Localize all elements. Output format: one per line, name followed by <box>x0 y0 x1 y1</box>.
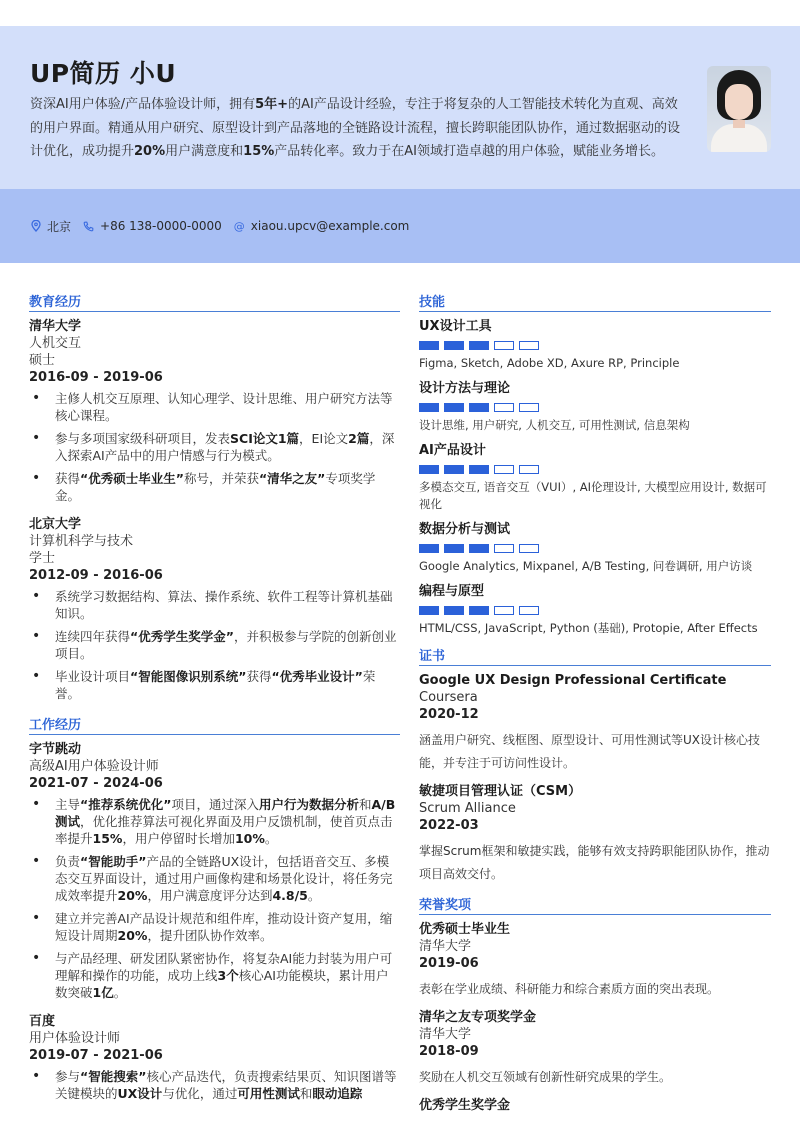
certificates-list <box>419 672 771 886</box>
honor-name: 优秀硕士毕业生 <box>419 922 511 937</box>
certificate-date: 2022-03 <box>419 818 479 833</box>
level-filled-icon <box>419 465 439 474</box>
honor-name: 清华之友专项奖学金 <box>419 1010 537 1025</box>
date-range: 2016-09 - 2019-06 <box>29 370 163 385</box>
avatar <box>707 66 771 152</box>
skill-name: 数据分析与测试 <box>419 522 511 537</box>
text-run: 参与多项国家级科研项目，发表 <box>55 431 231 446</box>
text-run: 。 <box>264 831 278 846</box>
date-range: 2012-09 - 2016-06 <box>29 568 163 583</box>
text-run: 获得 <box>55 471 81 486</box>
skill-keywords: Figma, Sketch, Adobe XD, Axure RP, Principle <box>419 356 680 370</box>
major: 人机交互 <box>29 336 82 351</box>
emphasis-text: UX设计 <box>117 1086 163 1101</box>
bullet-item <box>29 668 400 702</box>
location-pin-icon <box>30 220 41 232</box>
bullet-item <box>29 853 400 904</box>
text-run: 与产品经理、研发团队紧密协作，将复杂AI能力封装为用户可理解和操作的功能，成功上线 <box>55 951 393 983</box>
text-run: 毕业设计项目 <box>55 669 131 684</box>
skill-item <box>419 442 771 513</box>
emphasis-text: 5年+ <box>255 97 289 112</box>
level-filled-icon <box>469 341 489 350</box>
work-entry <box>29 741 400 1001</box>
text-run: 核心产品迭代，负责搜索结果页、知识图谱等关键模块的 <box>55 1069 397 1101</box>
level-empty-icon <box>519 403 539 412</box>
contact-email[interactable]: @ xiaou.upcv@example.com <box>233 219 410 233</box>
emphasis-text: 15% <box>243 144 275 159</box>
level-empty-icon <box>519 341 539 350</box>
text-run: ，EI论文 <box>299 431 349 446</box>
emphasis-text: “智能图像识别系统” <box>130 669 247 684</box>
level-empty-icon <box>494 544 514 553</box>
emphasis-text: 20% <box>134 144 166 159</box>
emphasis-text: 3个 <box>217 968 239 983</box>
honors-list <box>419 921 771 1114</box>
bullet-list <box>29 390 400 504</box>
text-run: 用户满意度和 <box>165 144 244 159</box>
honor-description: 表彰在学业成绩、科研能力和综合素质方面的突出表现。 <box>419 982 720 996</box>
bullet-list <box>29 1068 400 1102</box>
left-column <box>29 291 400 1114</box>
text-run: 系统学习数据结构、算法、操作系统、软件工程等计算机基础知识。 <box>55 589 393 621</box>
text-run: 获得 <box>246 669 272 684</box>
education-list <box>29 318 400 702</box>
emphasis-text: 可用性测试 <box>237 1086 300 1101</box>
level-empty-icon <box>494 341 514 350</box>
contact-bar <box>0 189 800 263</box>
skill-level-meter <box>419 606 771 615</box>
text-run: 项目，通过深入 <box>171 797 259 812</box>
honor-date: 2019-06 <box>419 956 479 971</box>
bullet-list <box>29 588 400 702</box>
certificate-entry <box>419 672 771 775</box>
text-run: 连续四年获得 <box>55 629 131 644</box>
education-entry <box>29 318 400 504</box>
text-run: 专项奖学金。 <box>55 471 376 503</box>
honor-entry <box>419 1097 771 1114</box>
emphasis-text: “智能搜索” <box>80 1069 147 1084</box>
right-column <box>419 291 771 1114</box>
certificate-description: 涵盖用户研究、线框图、原型设计、可用性测试等UX设计核心技能，并专注于可访问性设计。 <box>419 733 761 770</box>
text-run: 。 <box>113 985 127 1000</box>
level-filled-icon <box>444 403 464 412</box>
bullet-item <box>29 588 400 622</box>
text-run: 荣誉。 <box>55 669 376 701</box>
certificate-issuer: Coursera <box>419 690 478 705</box>
honor-date: 2018-09 <box>419 1044 479 1059</box>
honor-entry <box>419 1009 771 1089</box>
level-filled-icon <box>469 465 489 474</box>
level-filled-icon <box>444 465 464 474</box>
certificate-date: 2020-12 <box>419 707 479 722</box>
contact-location: 北京 <box>30 218 71 235</box>
date-range: 2019-07 - 2021-06 <box>29 1048 163 1063</box>
bullet-item <box>29 430 400 464</box>
text-run: ，深入探索AI产品中的用户情感与行为模式。 <box>55 431 395 463</box>
emphasis-text: 15% <box>92 831 123 846</box>
skill-item <box>419 318 771 372</box>
text-run: ，并积极参与学院的创新创业项目。 <box>55 629 397 661</box>
level-filled-icon <box>419 341 439 350</box>
text-run: 称号，并荣获 <box>183 471 259 486</box>
certificate-entry <box>419 783 771 886</box>
level-empty-icon <box>519 465 539 474</box>
section-title-skills: 技能 <box>419 291 771 312</box>
level-empty-icon <box>494 465 514 474</box>
section-title-certificates: 证书 <box>419 645 771 666</box>
text-run: ，优化推荐算法可视化界面及用户反馈机制，使首页点击率提升 <box>55 814 393 846</box>
top-margin <box>0 0 800 26</box>
text-run: 产品转化率。致力于在AI领域打造卓越的用户体验，赋能业务增长。 <box>274 144 665 159</box>
emphasis-text: A/B测试 <box>55 797 396 829</box>
skill-keywords: HTML/CSS, JavaScript, Python (基础), Protopie, After Effects <box>419 621 758 635</box>
at-sign-icon: @ <box>233 219 245 233</box>
emphasis-text: “优秀毕业设计” <box>271 669 363 684</box>
emphasis-text: 2篇 <box>348 431 370 446</box>
emphasis-text: “优秀学生奖学金” <box>130 629 234 644</box>
text-run: ，提升团队协作效率。 <box>147 928 273 943</box>
bullet-item <box>29 910 400 944</box>
skill-keywords: 多模态交互, 语音交互（VUI）, AI伦理设计, 大模型应用设计, 数据可视化 <box>419 480 767 511</box>
text-run: 与优化，通过 <box>162 1086 238 1101</box>
candidate-name: UP简历 小U <box>30 59 177 88</box>
honor-issuer: 清华大学 <box>419 1027 472 1042</box>
emphasis-text: 10% <box>234 831 265 846</box>
level-empty-icon <box>494 606 514 615</box>
profile-summary <box>30 93 680 164</box>
honor-description: 奖励在人机交互领域有创新性研究成果的学生。 <box>419 1070 672 1084</box>
job-title: 用户体验设计师 <box>29 1031 121 1046</box>
emphasis-text: “优秀硕士毕业生” <box>80 471 184 486</box>
text-run: 和 <box>299 1086 313 1101</box>
emphasis-text: 用户行为数据分析 <box>258 797 359 812</box>
skill-name: 设计方法与理论 <box>419 381 511 396</box>
work-list <box>29 741 400 1102</box>
certificate-name: 敏捷项目管理认证（CSM） <box>419 784 582 799</box>
level-empty-icon <box>519 544 539 553</box>
level-filled-icon <box>444 544 464 553</box>
level-filled-icon <box>444 606 464 615</box>
text-run: 产品的全链路UX设计，包括语音交互、多模态交互界面设计，通过用户画像构建和场景化设计，将任务完成效率提升 <box>55 854 393 903</box>
bullet-item <box>29 470 400 504</box>
skill-name: UX设计工具 <box>419 319 492 334</box>
level-filled-icon <box>469 544 489 553</box>
text-run: 负责 <box>55 854 81 869</box>
skill-level-meter <box>419 341 771 350</box>
text-run: 资深AI用户体验/产品体验设计师，拥有 <box>30 97 256 112</box>
school-name: 清华大学 <box>29 319 82 334</box>
degree: 硕士 <box>29 353 56 368</box>
bullet-list <box>29 796 400 1001</box>
emphasis-text: “智能助手” <box>80 854 147 869</box>
level-empty-icon <box>494 403 514 412</box>
level-filled-icon <box>419 403 439 412</box>
skill-item <box>419 380 771 434</box>
degree: 学士 <box>29 551 56 566</box>
emphasis-text: SCI论文1篇 <box>230 431 300 446</box>
level-filled-icon <box>444 341 464 350</box>
honor-entry <box>419 921 771 1001</box>
skill-name: 编程与原型 <box>419 584 485 599</box>
phone-icon <box>83 221 94 232</box>
resume-header <box>0 26 800 189</box>
level-filled-icon <box>469 606 489 615</box>
emphasis-text: 20% <box>117 888 148 903</box>
skill-level-meter <box>419 544 771 553</box>
text-run: 的AI产品设计经验，专注于将复杂的人工智能技术转化为直观、高效的用户界面。精通从用户研究、原型设计到产品落地的全链路设计流程，擅长跨职能团队协作，通过数据驱动的设计优化，成功提升 <box>30 97 681 159</box>
certificate-name: Google UX Design Professional Certificate <box>419 673 727 688</box>
section-title-honors: 荣誉奖项 <box>419 894 771 915</box>
company-name: 百度 <box>29 1014 56 1029</box>
skill-level-meter <box>419 403 771 412</box>
emphasis-text: 眼动追踪 <box>312 1086 363 1101</box>
bullet-item <box>29 628 400 662</box>
honor-name: 优秀学生奖学金 <box>419 1098 511 1113</box>
skill-item <box>419 583 771 637</box>
level-empty-icon <box>519 606 539 615</box>
bullet-item <box>29 796 400 847</box>
text-run: 主导 <box>55 797 81 812</box>
job-title: 高级AI用户体验设计师 <box>29 759 159 774</box>
work-entry <box>29 1013 400 1102</box>
emphasis-text: “推荐系统优化” <box>80 797 172 812</box>
skill-keywords: 设计思维, 用户研究, 人机交互, 可用性测试, 信息架构 <box>419 418 690 432</box>
emphasis-text: 1亿 <box>92 985 114 1000</box>
skill-item <box>419 521 771 575</box>
emphasis-text: “清华之友” <box>258 471 326 486</box>
text-run: 建立并完善AI产品设计规范和组件库，推动设计资产复用，缩短设计周期 <box>55 911 393 943</box>
date-range: 2021-07 - 2024-06 <box>29 776 163 791</box>
certificate-issuer: Scrum Alliance <box>419 801 516 816</box>
education-entry <box>29 516 400 702</box>
bullet-item <box>29 1068 400 1102</box>
emphasis-text: 20% <box>117 928 148 943</box>
skills-list <box>419 318 771 637</box>
contact-phone[interactable]: +86 138-0000-0000 <box>83 219 222 233</box>
text-run: 。 <box>307 888 321 903</box>
text-run: 和 <box>358 797 372 812</box>
level-filled-icon <box>419 544 439 553</box>
school-name: 北京大学 <box>29 517 82 532</box>
level-filled-icon <box>469 403 489 412</box>
honor-issuer: 清华大学 <box>419 939 472 954</box>
skill-name: AI产品设计 <box>419 443 486 458</box>
section-title-work: 工作经历 <box>29 714 400 735</box>
major: 计算机科学与技术 <box>29 534 134 549</box>
skill-level-meter <box>419 465 771 474</box>
resume-body <box>0 291 800 1114</box>
text-run: 参与 <box>55 1069 81 1084</box>
text-run: 主修人机交互原理、认知心理学、设计思维、用户研究方法等核心课程。 <box>55 391 393 423</box>
certificate-description: 掌握Scrum框架和敏捷实践，能够有效支持跨职能团队协作，推动项目高效交付。 <box>419 844 770 881</box>
bullet-item <box>29 950 400 1001</box>
skill-keywords: Google Analytics, Mixpanel, A/B Testing, 问卷调研, 用户访谈 <box>419 559 753 573</box>
text-run: 核心AI功能模块，累计用户数突破 <box>55 968 389 1000</box>
company-name: 字节跳动 <box>29 742 82 757</box>
section-title-education: 教育经历 <box>29 291 400 312</box>
level-filled-icon <box>419 606 439 615</box>
bullet-item <box>29 390 400 424</box>
emphasis-text: 4.8/5 <box>272 888 308 903</box>
text-run: ，用户停留时长增加 <box>122 831 235 846</box>
text-run: ，用户满意度评分达到 <box>147 888 273 903</box>
